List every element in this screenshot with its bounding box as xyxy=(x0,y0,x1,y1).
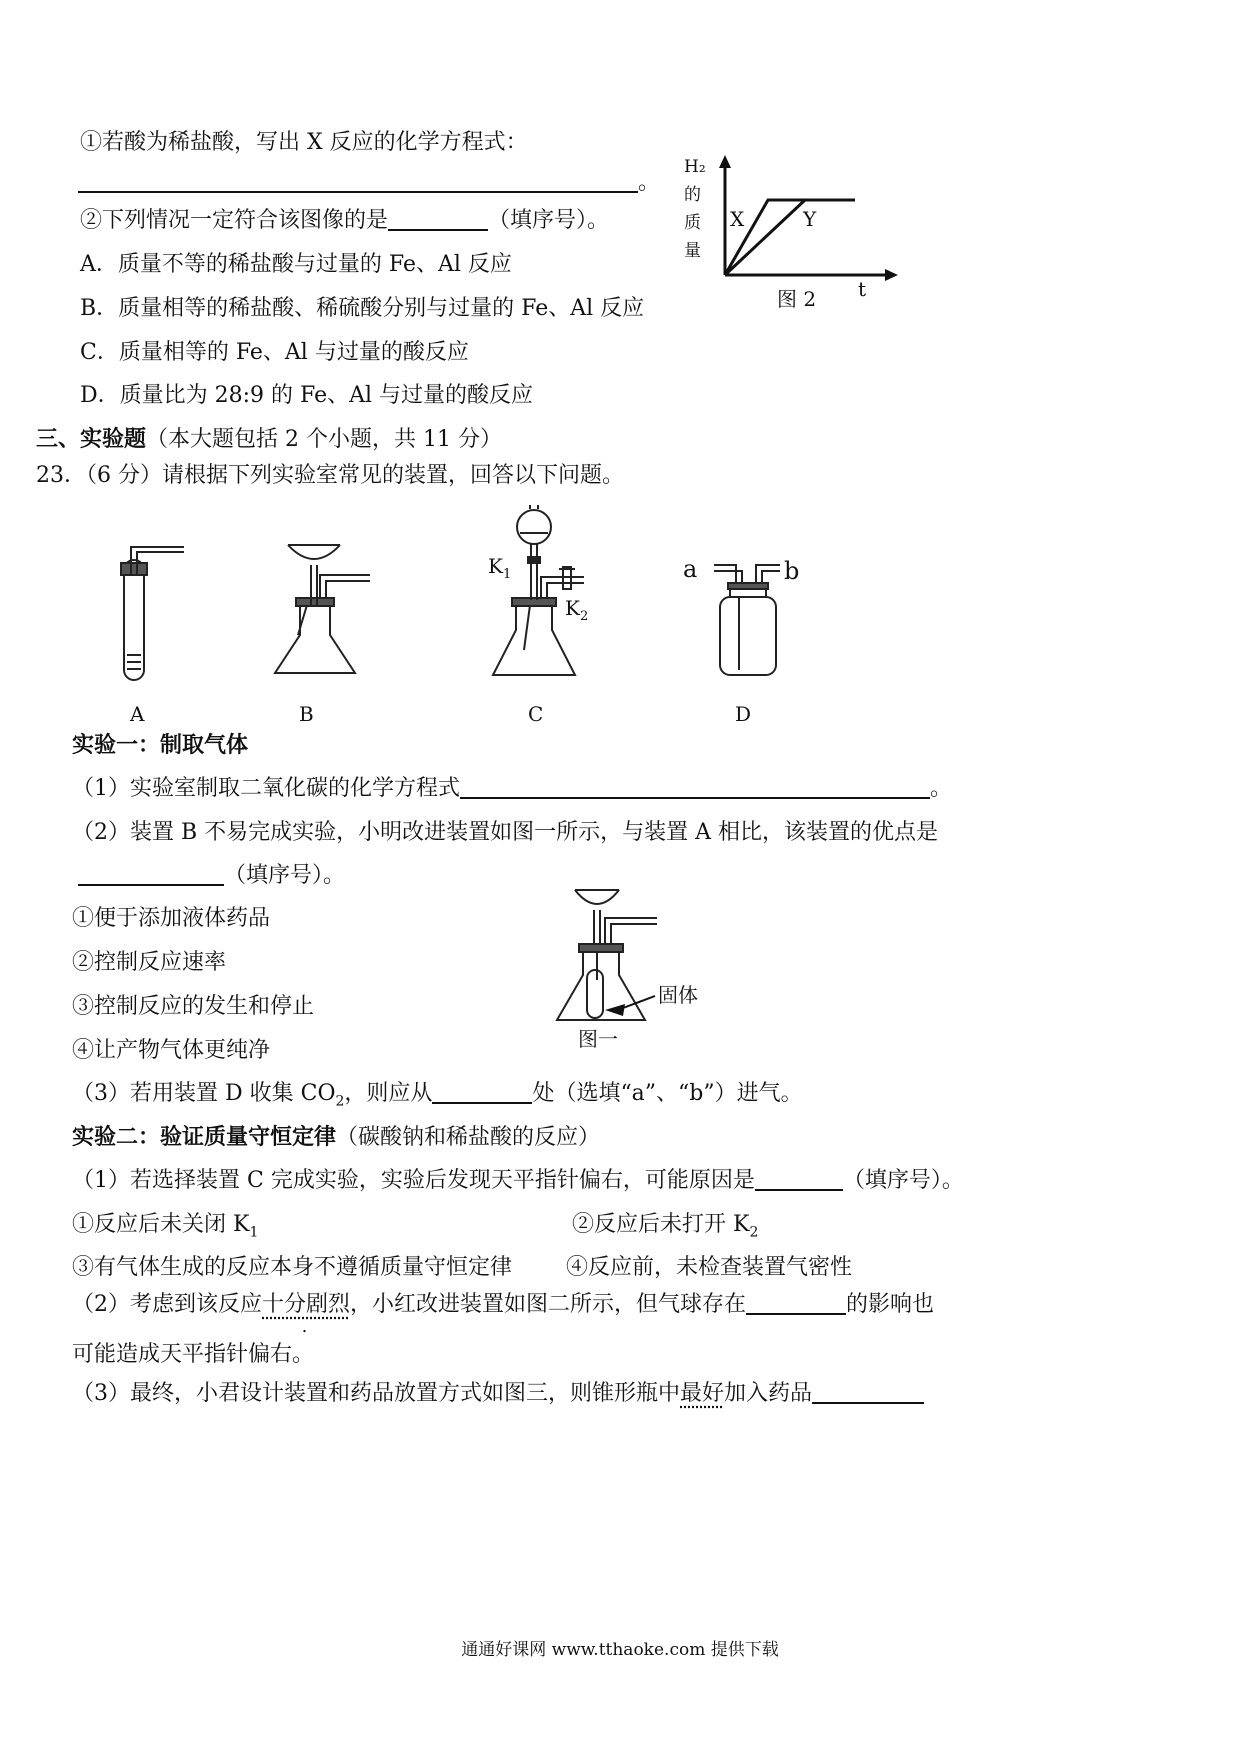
emphasis-text-best: 最好 xyxy=(680,1381,725,1406)
figure-1-caption: 图一 xyxy=(578,1027,618,1051)
exp2-choice-3: ③有气体生成的反应本身不遵循质量守恒定律 xyxy=(72,1255,513,1280)
port-a-label: a xyxy=(683,555,698,583)
figure-1-svg xyxy=(545,880,735,1040)
apparatus-svg xyxy=(100,505,960,735)
graph-2-ylabel-3: 质 xyxy=(684,213,701,233)
q23-header: 23．（6 分）请根据下列实验室常见的装置，回答以下问题。 xyxy=(36,463,624,488)
section-3-note: （本大题包括 2 个小题，共 11 分） xyxy=(146,427,502,452)
answer-blank-co2-equation[interactable] xyxy=(460,775,930,799)
figure-1 xyxy=(545,880,735,1060)
exp1-choice-2: ②控制反应速率 xyxy=(72,950,227,975)
q22-option-c: C．质量相等的 Fe、Al 与过量的酸反应 xyxy=(80,340,469,365)
exp2-q2-text-a: （2）考虑到该反应 xyxy=(72,1292,262,1317)
graph-2-ylabel-1: H₂ xyxy=(684,157,706,177)
exp2-q2-text-b: ，小红改进装置如图二所示，但气球存在 xyxy=(350,1292,747,1317)
exp1-choice-3: ③控制反应的发生和停止 xyxy=(72,994,315,1019)
exp2-title-note: （碳酸钠和稀盐酸的反应） xyxy=(336,1125,601,1150)
answer-blank-advantage[interactable] xyxy=(78,862,224,886)
exp1-title: 实验一：制取气体 xyxy=(72,732,249,758)
answer-blank-balloon-effect[interactable] xyxy=(746,1291,846,1315)
exp2-q1 xyxy=(72,1166,964,1196)
answer-blank-graph-choice[interactable] xyxy=(388,207,488,231)
q22-line1 xyxy=(80,128,528,158)
section-3-heading xyxy=(36,424,502,455)
q22-option-a: A．质量不等的稀盐酸与过量的 Fe、Al 反应 xyxy=(80,252,512,277)
q22-line1-text: ①若酸为稀盐酸，写出 X 反应的化学方程式： xyxy=(80,130,528,155)
exp2-q1-text: （1）若选择装置 C 完成实验，实验后发现天平指针偏右，可能原因是 xyxy=(72,1168,755,1193)
answer-blank-reason[interactable] xyxy=(755,1167,843,1191)
q22-line2-text: ②下列情况一定符合该图像的是 xyxy=(80,208,389,233)
graph-2-caption: 图 2 xyxy=(777,287,817,311)
graph-2-ylabel-2: 的 xyxy=(684,185,701,205)
footer-source: 通通好课网 www.tthaoke.com 提供下载 xyxy=(461,1640,779,1660)
exp1-q1 xyxy=(72,774,952,804)
q22-line1-blank-row xyxy=(78,168,660,198)
exp1-choice-4: ④让产物气体更纯净 xyxy=(72,1038,271,1063)
co2-subscript: 2 xyxy=(335,1093,345,1110)
graph-2 xyxy=(680,150,920,320)
graph-2-series-x-label: X xyxy=(730,207,745,231)
apparatus-row xyxy=(100,505,960,735)
period: 。 xyxy=(930,776,953,801)
exp2-q2 xyxy=(72,1290,934,1320)
exp2-title-row xyxy=(72,1122,600,1153)
exp2-choice-2: ②反应后未打开 $K_2$ xyxy=(572,1212,759,1241)
q22-option-d: D．质量比为 28:9 的 Fe、Al 与过量的酸反应 xyxy=(80,383,534,408)
exp2-choice-4: ④反应前，未检查装置气密性 xyxy=(566,1255,853,1280)
exp1-q3-mid: ，则应从 xyxy=(344,1081,433,1106)
exp1-q3-text: （3）若用装置 D 收集 CO xyxy=(72,1081,336,1106)
apparatus-label-d: D xyxy=(735,702,752,726)
valve-k2-label: $K_2$ xyxy=(565,596,589,624)
graph-2-series-y-label: Y xyxy=(803,207,817,231)
emphasis-text-violent: 十分剧烈 xyxy=(262,1292,351,1317)
exp1-q2-post: （填序号）。 xyxy=(224,863,346,888)
series-x-line xyxy=(725,200,855,275)
q22-line2 xyxy=(80,206,609,236)
exp2-choice-1: ①反应后未关闭 $K_1$ xyxy=(72,1212,259,1241)
exp2-q1-post: （填序号）。 xyxy=(842,1168,964,1193)
answer-blank-inlet[interactable] xyxy=(432,1080,532,1104)
q22-option-b: B．质量相等的稀盐酸、稀硫酸分别与过量的 Fe、Al 反应 xyxy=(80,296,645,321)
apparatus-label-a: A xyxy=(130,702,145,726)
exp2-q3-post: 加入药品 xyxy=(724,1381,813,1406)
answer-blank-reagent[interactable] xyxy=(812,1380,924,1404)
exp1-q2-blank-row xyxy=(78,861,345,891)
graph-2-ylabel-4: 量 xyxy=(684,241,701,261)
exp1-q1-text: （1）实验室制取二氧化碳的化学方程式 xyxy=(72,776,460,801)
port-b-label: b xyxy=(784,557,800,585)
answer-blank-equation-x[interactable] xyxy=(78,169,638,193)
apparatus-label-b: B xyxy=(299,702,314,726)
exp1-choice-1: ①便于添加液体药品 xyxy=(72,906,271,931)
graph-2-xlabel: t xyxy=(858,277,867,301)
exp1-q2: （2）装置 B 不易完成实验，小明改进装置如图一所示，与装置 A 相比，该装置的优点是 xyxy=(72,820,939,845)
figure-1-solid-label: 固体 xyxy=(658,983,698,1007)
apparatus-label-c: C xyxy=(528,702,544,726)
q22-line2-post: （填序号）。 xyxy=(488,208,610,233)
section-3-title: 三、实验题 xyxy=(36,426,147,452)
exp2-q3 xyxy=(72,1379,924,1409)
exp1-q3-post: 处（选填“a”、“b”）进气。 xyxy=(532,1081,803,1106)
valve-k1-label: $K_1$ xyxy=(488,554,512,582)
period: 。 xyxy=(638,170,661,195)
exp2-title: 实验二：验证质量守恒定律 xyxy=(72,1124,337,1150)
exp2-q3-text: （3）最终，小君设计装置和药品放置方式如图三，则锥形瓶中 xyxy=(72,1381,680,1406)
exp1-q3 xyxy=(72,1079,803,1116)
exp2-q2-line2: 可能造成天平指针偏右。 xyxy=(72,1342,315,1367)
exp2-q2-text-c: 的影响也 xyxy=(846,1292,935,1317)
